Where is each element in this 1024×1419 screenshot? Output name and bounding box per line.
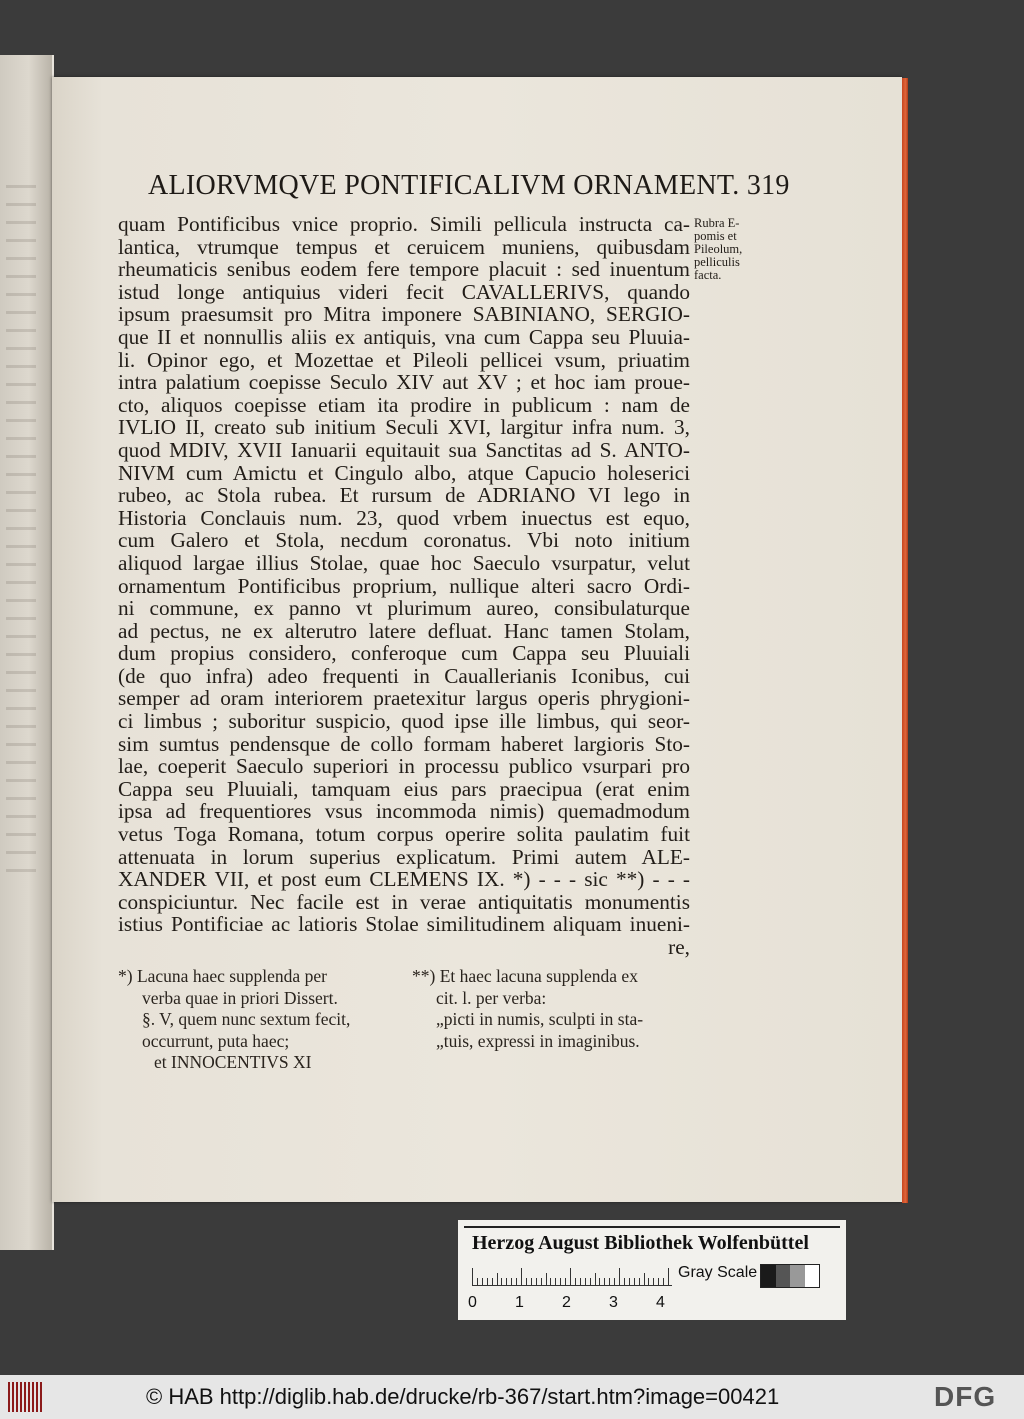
text-line: Historia Conclauis num. 23, quod vrbem inuectus est equo, (118, 505, 690, 530)
ruler-tick (609, 1278, 610, 1286)
text-line: (de quo infra) adeo frequenti in Cauallerianis Iconibus, cui (118, 663, 690, 688)
ruler-tick (624, 1278, 625, 1286)
ruler-tick (472, 1268, 473, 1286)
ruler-number: 2 (562, 1294, 571, 1311)
previous-page-edge (0, 55, 54, 1250)
margin-note-line: pomis et (694, 229, 737, 243)
ruler-tick (511, 1278, 512, 1286)
ruler-tick (560, 1278, 561, 1286)
ruler-tick (629, 1278, 630, 1286)
ruler-tick (604, 1278, 605, 1286)
gray-scale-swatches (760, 1264, 820, 1288)
ruler-tick (570, 1268, 571, 1286)
ruler-tick (516, 1278, 517, 1286)
ruler-tick (653, 1278, 654, 1286)
ruler-tick (521, 1268, 522, 1286)
text-line: rheumaticis senibus eodem fere tempore placuit : sed inuentum (118, 257, 690, 282)
ruler-tick (531, 1278, 532, 1286)
gray-swatch (761, 1265, 776, 1287)
ruler-tick (477, 1278, 478, 1286)
footnote-left (118, 966, 398, 1074)
footer-bar (0, 1375, 1024, 1419)
ruler-tick (619, 1268, 620, 1286)
footnote-line: §. V, quem nunc sextum fecit, (142, 1009, 351, 1029)
footnote-line: occurrunt, puta haec; (142, 1030, 290, 1051)
ruler-tick (506, 1278, 507, 1286)
body-text (118, 213, 690, 959)
scale-ruler (472, 1266, 672, 1286)
text-line: Cappa seu Pluuiali, tamquam eius pars praecipua (erat enim (118, 776, 690, 801)
running-header: ALIORVMQVE PONTIFICALIVM ORNAMENT. 319 (148, 170, 790, 201)
text-line: vetus Toga Romana, totum corpus operire solita paulatim fuit (118, 822, 690, 847)
ruler-tick (590, 1278, 591, 1286)
text-line: ci limbus ; suboritur suspicio, quod ipse ille limbus, qui seor- (118, 709, 690, 734)
text-line: ad pectus, ne ex alterutro latere defluat. Hanc tamen Stolam, (118, 618, 690, 643)
ruler-tick (644, 1273, 645, 1286)
text-line: lantica, vtrumque tempus et ceruicem muniens, quibusdam (118, 234, 690, 259)
text-line: quod MDIV, XVII Ianuarii equitauit sua Sanctitas ad S. ANTO- (118, 437, 690, 462)
ruler-tick (585, 1278, 586, 1286)
copyright-link[interactable]: © HAB http://diglib.hab.de/drucke/rb-367/start.htm?image=00421 (146, 1384, 780, 1409)
text-line: cto, aliquos coepisse etiam ita prodire in publicum : nam de (118, 392, 690, 417)
ruler-number: 1 (515, 1294, 524, 1311)
text-line: sim sumtus pendensque de collo formam haberet largioris Sto- (118, 731, 690, 756)
ruler-tick (550, 1278, 551, 1286)
text-line: semper ad oram interiorem praetexitur largus operis phrygioni- (118, 686, 690, 711)
footnote-line: **) Et haec lacuna supplenda ex (412, 966, 638, 986)
text-line: intra palatium coepisse Seculo XIV aut XV ; et hoc iam proue- (118, 370, 690, 395)
text-line: re, (668, 935, 690, 959)
margin-note-line: pelliculis (694, 255, 740, 269)
text-line: aliquod largae illius Stolae, quae hoc Saeculo vsurpatur, velut (118, 550, 690, 575)
ruler-tick (536, 1278, 537, 1286)
page-edge-red (902, 78, 908, 1203)
text-line: attenuata in lorum superius explicatum. Primi autem ALE- (118, 844, 690, 869)
text-line: cum Galero et Stola, necdum coronatus. Vbi noto initium (118, 528, 690, 553)
footnote-line: cit. l. per verba: (436, 987, 547, 1008)
gray-swatch (790, 1265, 805, 1287)
footnote-line: *) Lacuna haec supplenda per (118, 966, 327, 986)
text-line: lae, coeperit Saeculo superiori in processu publico vsurpari pro (118, 754, 690, 779)
footnote-right (412, 966, 692, 1052)
ruler-number: 3 (609, 1294, 618, 1311)
hab-logo-icon[interactable] (8, 1382, 44, 1412)
library-name: Herzog August Bibliothek Wolfenbüttel (472, 1232, 809, 1254)
text-line: ipsa ad frequentiores vsus incommoda nimis) quemadmodum (118, 799, 690, 824)
ruler-tick (526, 1278, 527, 1286)
ruler-number: 4 (656, 1294, 665, 1311)
gray-swatch (805, 1265, 820, 1287)
ruler-tick (546, 1273, 547, 1286)
ruler-tick (501, 1278, 502, 1286)
ruler-tick (639, 1278, 640, 1286)
ruler-tick (497, 1273, 498, 1286)
ruler-tick (668, 1268, 669, 1286)
text-line: conspiciuntur. Nec facile est in verae antiquitatis monumentis (118, 889, 690, 914)
ruler-tick (648, 1278, 649, 1286)
ruler-tick (482, 1278, 483, 1286)
text-line: NIVM cum Amictu et Cingulo albo, atque Capucio holeserici (118, 460, 690, 485)
margin-note (694, 217, 764, 282)
margin-note-line: facta. (694, 268, 722, 282)
text-line: ni commune, ex panno vt plurimum aureo, consibulaturque (118, 596, 690, 621)
ruler-tick (555, 1278, 556, 1286)
ruler-tick (663, 1278, 664, 1286)
ruler-tick (658, 1278, 659, 1286)
text-line: ornamentum Pontificibus proprium, nullique alteri sacro Ordi- (118, 573, 690, 598)
text-line: que II et nonnullis aliis ex antiquis, vna cum Cappa seu Pluuia- (118, 324, 690, 349)
ruler-tick (634, 1278, 635, 1286)
text-line: rubeo, ac Stola rubea. Et rursum de ADRIANO VI lego in (118, 483, 690, 508)
text-line: istud longe antiquius videri fecit CAVALLERIVS, quando (118, 279, 690, 304)
footnote-line: et INNOCENTIVS XI (154, 1052, 312, 1072)
ruler-tick (580, 1278, 581, 1286)
ruler-tick (575, 1278, 576, 1286)
bleed-through-text (6, 185, 36, 885)
text-line: quam Pontificibus vnice proprio. Simili pellicula instructa ca- (118, 212, 690, 236)
ruler-number: 0 (468, 1294, 477, 1311)
ruler-tick (599, 1278, 600, 1286)
text-line: li. Opinor ego, et Mozettae et Pileoli pellicei vsum, priuatim (118, 347, 690, 372)
ruler-tick (565, 1278, 566, 1286)
dfg-logo[interactable]: DFG (934, 1381, 997, 1412)
gray-scale-label: Gray Scale (678, 1264, 758, 1281)
footnote-line: „picti in numis, sculpti in sta- (436, 1009, 644, 1029)
gray-swatch (776, 1265, 791, 1287)
text-line: ipsum praesumsit pro Mitra imponere SABINIANO, SERGIO- (118, 302, 690, 327)
text-line: istius Pontificiae ac latioris Stolae similitudinem aliquam inueni- (118, 912, 690, 937)
margin-note-line: Pileolum, (694, 242, 743, 256)
text-line: XANDER VII, et post eum CLEMENS IX. *) - - - sic **) - - - (118, 867, 690, 892)
footnote-line: verba quae in priori Dissert. (142, 987, 338, 1008)
ruler-tick (614, 1278, 615, 1286)
ruler-tick (541, 1278, 542, 1286)
ruler-tick (492, 1278, 493, 1286)
library-label (458, 1220, 846, 1320)
text-line: IVLIO II, creato sub initium Seculi XVI, largitur infra num. 3, (118, 415, 690, 440)
footnote-line: „tuis, expressi in imaginibus. (436, 1030, 640, 1051)
text-line: dum propius considero, conferoque cum Cappa seu Pluuiali (118, 641, 690, 666)
ruler-tick (487, 1278, 488, 1286)
margin-note-line: Rubra E- (694, 216, 740, 230)
ruler-tick (595, 1273, 596, 1286)
